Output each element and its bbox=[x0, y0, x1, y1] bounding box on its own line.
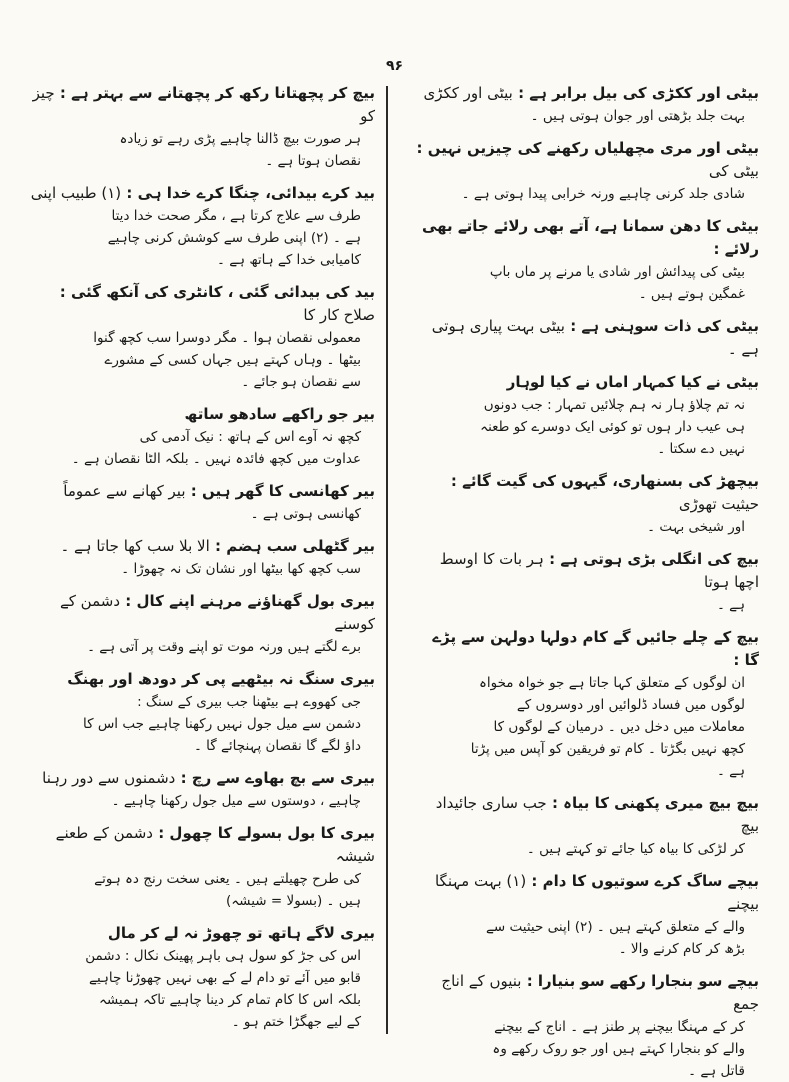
proverb-heading: بید کی بیدائی گئی ، کانٹری کی آنکھ گئی : صلاح کار کا bbox=[59, 283, 375, 324]
meaning-line: بیٹی کی پیدائش اور شادی یا مرنے پر ماں باپ bbox=[489, 264, 745, 280]
proverb-heading: بیری کا بول بسولے کا چھول : دشمن کے طعنے شیشہ bbox=[55, 824, 375, 865]
meaning-line: والے کو بنجارا کہتے ہیں اور جو روک رکھے وہ bbox=[492, 1041, 745, 1057]
meaning-start: (۱) طبیب اپنی bbox=[30, 184, 122, 202]
proverb-meaning bbox=[30, 691, 375, 757]
proverb-heading: بیچھڑ کی بسنھاری، گیہوں کی گیت گائے : حیثیت تھوڑی bbox=[450, 472, 759, 513]
meaning-line: بہت جلد بڑھتی اور جوان ہوتی ہیں ۔ bbox=[530, 108, 745, 124]
proverb-heading: بیٹی کا دھن سمانا ہے، آتے بھی رلائے جاتے بھی رلائے : bbox=[421, 217, 759, 258]
proverb-entry bbox=[30, 668, 375, 757]
proverb-heading: بیٹی اور مری مچھلیاں رکھنے کی چیزیں نہیں : بیٹی کی bbox=[416, 139, 759, 180]
proverb-meaning bbox=[414, 838, 759, 860]
proverb-heading: بیر کھانسی کا گھر ہیں : بیر کھانے سے عموماً bbox=[63, 482, 375, 500]
proverb-entry bbox=[414, 82, 759, 127]
proverb-meaning bbox=[414, 516, 759, 538]
proverb-entry bbox=[414, 470, 759, 538]
proverb-heading: بیچ کے چلے جائیں گے کام دولہا دولہن سے پڑے گا : bbox=[432, 628, 759, 669]
meaning-line: ہے ۔ bbox=[716, 763, 745, 779]
proverb-heading: بیری سے بچ بھاوے سے رچ : دشمنوں سے دور رہنا bbox=[42, 769, 375, 787]
meaning-line: بیٹھا ۔ وہاں کہتے ہیں جہاں کسی کے مشورے bbox=[104, 352, 361, 368]
proverb-heading: بیچ بیچ میری پکھنی کا بیاہ : جب ساری جائیداد بیچ bbox=[435, 794, 759, 835]
proverb-meaning bbox=[30, 790, 375, 812]
meaning-line: شادی جلد کرنی چاہیے ورنہ خرابی پیدا ہوتی ہے ۔ bbox=[461, 186, 745, 202]
proverb-heading: بیٹی کی ذات سوہنی ہے : بیٹی بہت پیاری ہوتی ہے ۔ bbox=[431, 317, 759, 358]
proverb-heading: بیچے ساگ کرے سوتیوں کا دام : (۱) بہت مہنگا بیچنے bbox=[434, 872, 759, 913]
meaning-line: والے کے متعلق کہتے ہیں ۔ (۲) اپنی حیثیت سے bbox=[486, 919, 745, 935]
proverb-entry bbox=[414, 371, 759, 460]
meaning-line: نہ تم چلاؤ ہار نہ ہم چلائیں تمہار : جب دونوں bbox=[483, 397, 745, 413]
meaning-line: کچھ نہ آوے اس کے ہاتھ : نیک آدمی کی bbox=[139, 429, 361, 445]
meaning-line: سب کچھ کھا بیٹھا اور نشان تک نہ چھوڑا ۔ bbox=[121, 561, 361, 577]
meaning-line: کھانسی ہوتی ہے ۔ bbox=[250, 506, 361, 522]
meaning-line: قابو میں آئے تو دام لے کے بھی نہیں چھوڑنا چاہیے bbox=[89, 970, 361, 986]
proverb-entry bbox=[414, 870, 759, 960]
proverb-entry bbox=[414, 215, 759, 305]
meaning-start: دشمن کے طعنے شیشہ bbox=[55, 824, 375, 865]
proverb-meaning bbox=[414, 594, 759, 616]
meaning-line: کچھ نہیں بگڑتا ۔ کام تو فریقین کو آپس میں پڑتا bbox=[470, 741, 745, 757]
left-column bbox=[30, 82, 375, 1042]
meaning-line: معاملات میں دخل دیں ۔ درمیان کے لوگوں کا bbox=[493, 719, 745, 735]
meaning-line: کے لیے جھگڑا ختم ہو ۔ bbox=[231, 1014, 361, 1030]
proverb-entry bbox=[414, 548, 759, 616]
meaning-line: بلکہ اس کا کام تمام کر دینا چاہیے تاکہ ہمیشہ bbox=[98, 992, 361, 1008]
proverb-meaning bbox=[30, 327, 375, 393]
meaning-line: کی طرح چھیلتے ہیں ۔ یعنی سخت رنج دہ ہوتے bbox=[94, 871, 361, 887]
meaning-line: غمگین ہوتے ہیں ۔ bbox=[638, 286, 745, 302]
meaning-line: اور شیخی بہت ۔ bbox=[647, 519, 745, 535]
proverb-heading: بیر گٹھلی سب ہضم : الا بلا سب کھا جاتا ہے ۔ bbox=[60, 537, 375, 555]
proverb-meaning bbox=[30, 558, 375, 580]
proverb-heading: بیچے سو بنجارا رکھے سو بنیارا : بنیوں کے اناج جمع bbox=[441, 972, 759, 1013]
proverb-heading: بیر جو راکھے سادھو ساتھ bbox=[184, 405, 375, 423]
proverb-meaning bbox=[414, 1016, 759, 1082]
meaning-line: کر لڑکی کا بیاہ کیا جائے تو کہتے ہیں ۔ bbox=[526, 841, 745, 857]
proverb-meaning bbox=[414, 916, 759, 960]
meaning-line: نہیں دے سکتا ۔ bbox=[657, 441, 745, 457]
column-divider bbox=[386, 86, 388, 1034]
meaning-start: (۱) بہت مہنگا بیچنے bbox=[434, 872, 759, 913]
meaning-line: نقصان ہوتا ہے ۔ bbox=[265, 153, 361, 169]
meaning-start: الا بلا سب کھا جاتا ہے ۔ bbox=[60, 537, 210, 555]
proverb-entry bbox=[414, 626, 759, 782]
meaning-start: حیثیت تھوڑی bbox=[678, 495, 759, 513]
meaning-start: دشمنوں سے دور رہنا bbox=[42, 769, 176, 787]
meaning-start: ہر بات کا اوسط اچھا ہوتا bbox=[439, 550, 759, 591]
right-column bbox=[414, 82, 759, 1079]
proverb-entry bbox=[30, 281, 375, 393]
meaning-start: بیٹی اور ککڑی bbox=[423, 84, 513, 102]
meaning-line: عداوت میں کچھ فائدہ نہیں ۔ بلکہ الٹا نقصان ہے ۔ bbox=[71, 451, 361, 467]
proverb-heading: بیٹی اور ککڑی کی بیل برابر ہے : بیٹی اور ککڑی bbox=[423, 84, 759, 102]
page-number: ۹۶ bbox=[385, 58, 404, 74]
meaning-start: بیٹی کی bbox=[708, 162, 759, 180]
meaning-line: ہے ۔ bbox=[716, 597, 745, 613]
proverb-heading: بیری سنگ نہ بیٹھیے پی کر دودھ اور بھنگ bbox=[67, 670, 375, 688]
meaning-line: بڑھ کر کام کرنے والا ۔ bbox=[618, 941, 745, 957]
meaning-line: چاہیے ، دوستوں سے میل جول رکھنا چاہیے ۔ bbox=[111, 793, 361, 809]
proverb-entry bbox=[30, 403, 375, 470]
proverb-heading: بیچ کی انگلی بڑی ہوتی ہے : ہر بات کا اوسط اچھا ہوتا bbox=[439, 550, 759, 591]
meaning-line: کامیابی خدا کے ہاتھ ہے ۔ bbox=[217, 252, 361, 268]
proverb-meaning bbox=[30, 636, 375, 658]
meaning-line: معمولی نقصان ہوا ۔ مگر دوسرا سب کچھ گنوا bbox=[93, 330, 361, 346]
meaning-start: بیٹی بہت پیاری ہوتی ہے ۔ bbox=[431, 317, 759, 358]
proverb-entry bbox=[30, 822, 375, 912]
proverb-entry bbox=[30, 480, 375, 525]
meaning-line: دشمن سے میل جول نہیں رکھنا چاہیے جب اس کا bbox=[82, 716, 361, 732]
meaning-start: جب ساری جائیداد بیچ bbox=[435, 794, 759, 835]
proverb-entry bbox=[30, 535, 375, 580]
proverb-heading: بید کرے بیدائی، چنگا کرے خدا ہی : (۱) طبیب اپنی bbox=[30, 184, 375, 202]
meaning-line: ہی عیب دار ہوں تو کوئی ایک دوسرے کو طعنہ bbox=[480, 419, 745, 435]
proverb-entry bbox=[30, 82, 375, 172]
proverb-entry bbox=[30, 767, 375, 812]
proverb-heading: بیٹی نے کیا کمہار اماں نے کیا لوہار bbox=[506, 373, 759, 391]
proverb-entry bbox=[30, 590, 375, 658]
proverb-meaning bbox=[414, 183, 759, 205]
meaning-start: چیز کو bbox=[32, 84, 375, 125]
meaning-line: طرف سے علاج کرتا ہے ، مگر صحت خدا دیتا bbox=[111, 208, 361, 224]
proverb-meaning bbox=[30, 128, 375, 172]
proverb-entry bbox=[414, 792, 759, 860]
proverb-meaning bbox=[30, 205, 375, 271]
meaning-start: صلاح کار کا bbox=[303, 306, 375, 324]
meaning-line: برے لگتے ہیں ورنہ موت تو اپنے وقت پر آتی ہے ۔ bbox=[87, 639, 361, 655]
proverb-entry bbox=[414, 137, 759, 205]
proverb-meaning bbox=[30, 945, 375, 1033]
proverb-meaning bbox=[30, 503, 375, 525]
proverb-meaning bbox=[30, 426, 375, 470]
proverb-entry bbox=[30, 182, 375, 271]
proverb-meaning bbox=[414, 394, 759, 460]
proverb-heading: بیری بول گھناؤنے مرہنے اپنے کال : دشمن کے کوسنے bbox=[59, 592, 375, 633]
meaning-line: جی کھووے ہے بیٹھنا جب بیری کے سنگ : bbox=[137, 694, 361, 710]
proverb-meaning bbox=[414, 105, 759, 127]
meaning-start: بنیوں کے اناج جمع bbox=[441, 972, 759, 1013]
proverb-meaning bbox=[414, 261, 759, 305]
meaning-line: اس کی جڑ کو سول ہی باہر پھینک نکال : دشمن bbox=[85, 948, 361, 964]
meaning-line: ہیں ۔ (بسولا = شیشہ) bbox=[226, 893, 361, 909]
proverb-meaning bbox=[414, 672, 759, 782]
meaning-line: کر کے مہنگا بیچنے پر طنز ہے ۔ اناج کے بیچنے bbox=[494, 1019, 745, 1035]
meaning-line: ہر صورت بیچ ڈالنا چاہیے پڑی رہے تو زیادہ bbox=[119, 131, 361, 147]
meaning-line: سے نقصان ہو جائے ۔ bbox=[241, 374, 361, 390]
proverb-meaning bbox=[30, 868, 375, 912]
proverb-heading: بیچ کر پچھتانا رکھ کر پچھتانے سے بہتر ہے : چیز کو bbox=[32, 84, 375, 125]
meaning-line: لوگوں میں فساد ڈلوائیں اور دوسروں کے bbox=[516, 697, 745, 713]
meaning-start: دشمن کے کوسنے bbox=[59, 592, 375, 633]
meaning-start: بیر کھانے سے عموماً bbox=[63, 482, 186, 500]
meaning-line: داؤ لگے گا نقصان پہنچائے گا ۔ bbox=[193, 738, 361, 754]
proverb-heading: بیری لاگے ہاتھ تو چھوڑ نہ لے کر مال bbox=[107, 924, 375, 942]
proverb-entry bbox=[30, 922, 375, 1033]
proverb-entry bbox=[414, 315, 759, 361]
meaning-line: ہے ۔ (۲) اپنی طرف سے کوشش کرنی چاہیے bbox=[107, 230, 361, 246]
proverb-entry bbox=[414, 970, 759, 1082]
meaning-line: ان لوگوں کے متعلق کہا جاتا ہے جو خواہ مخواہ bbox=[478, 675, 745, 691]
meaning-line: قاتل ہے ۔ bbox=[688, 1063, 745, 1079]
